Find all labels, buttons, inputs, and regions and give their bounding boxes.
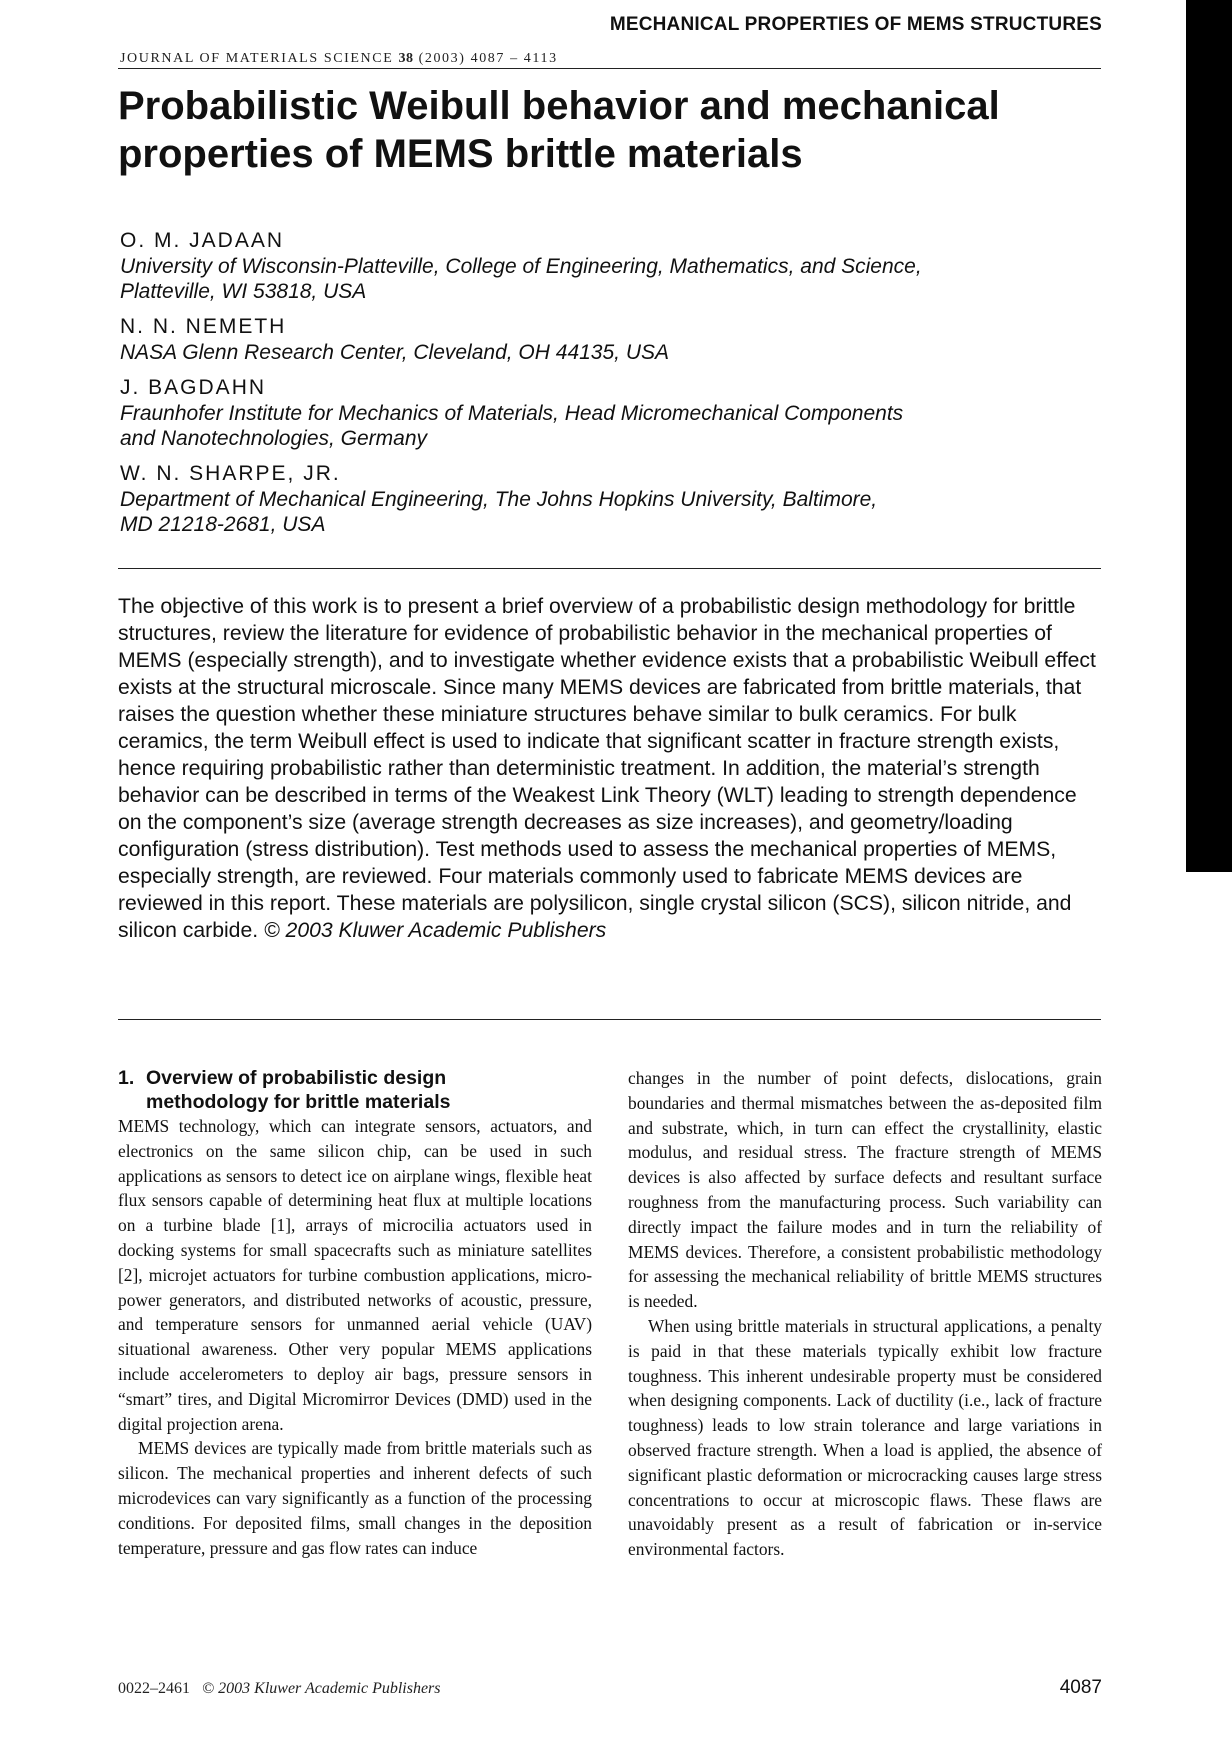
journal-year-pages: (2003) 4087 – 4113	[418, 51, 558, 66]
author-affiliation: Platteville, WI 53818, USA	[120, 280, 367, 303]
journal-name: JOURNAL OF MATERIALS SCIENCE	[120, 51, 394, 66]
author-block	[120, 228, 1080, 304]
running-section-header: MECHANICAL PROPERTIES OF MEMS STRUCTURES	[609, 14, 1102, 35]
section-number: 1.	[118, 1067, 135, 1089]
author-affiliation: University of Wisconsin-Platteville, College of Engineering, Mathematics, and Science,	[120, 255, 922, 278]
title-line-2: properties of MEMS brittle materials	[118, 132, 803, 176]
abstract	[118, 593, 1103, 944]
author-list	[120, 228, 1080, 547]
body-paragraph: When using brittle materials in structural applications, a penalty is paid in that these materials typically exhibit low fracture toughness. This inherent undesirable property must be considered when designing components. Lack of ductility (i.e., lack of fracture toughness) leads to low strain tolerance and large variations in observed fracture strength. When a load is applied, the absence of significant plastic deformation or microcracking causes large stress concentrations to occur at microscopic flaws. These flaws are unavoidably present as a result of fabrication or in-service environmental factors.	[628, 1315, 1102, 1560]
right-column	[628, 1066, 1102, 1562]
page-number: 4087	[1059, 1677, 1102, 1698]
author-affiliation: Fraunhofer Institute for Mechanics of Materials, Head Micromechanical Components	[120, 402, 904, 425]
abstract-bottom-rule	[118, 1019, 1101, 1020]
section-title-line-2: methodology for brittle materials	[146, 1091, 451, 1113]
abstract-copyright: © 2003 Kluwer Academic Publishers	[264, 919, 607, 942]
thumb-index-tab	[1186, 0, 1232, 872]
author-block	[120, 375, 1080, 451]
author-affiliation: and Nanotechnologies, Germany	[120, 427, 428, 450]
body-paragraph: changes in the number of point defects, dislocations, grain boundaries and thermal mismatches between the as-deposited film and substrate, which, in turn can effect the crystallinity, elastic modulus, and residual stress. The fracture strength of MEMS devices is also affected by surface defects and resultant surface roughness from the manufacturing process. Such variability can directly impact the failure modes and in turn the reliability of MEMS devices. Therefore, a consistent probabilistic methodology for assessing the mechanical reliability of brittle MEMS structures is needed.	[628, 1068, 1102, 1312]
journal-citation	[120, 51, 558, 67]
author-block	[120, 461, 1080, 537]
author-affiliation: Department of Mechanical Engineering, The Johns Hopkins University, Baltimore,	[120, 488, 878, 511]
title-line-1: Probabilistic Weibull behavior and mechanical	[118, 84, 1000, 128]
author-name: J. BAGDAHN	[120, 376, 267, 399]
section-title-line-1: Overview of probabilistic design	[146, 1067, 447, 1089]
footer-issn: 0022–2461	[118, 1680, 190, 1697]
left-column	[118, 1066, 592, 1560]
author-name: N. N. NEMETH	[120, 315, 287, 338]
author-affiliation: MD 21218-2681, USA	[120, 513, 326, 536]
section-heading	[118, 1066, 592, 1114]
author-block	[120, 314, 1080, 365]
author-name: W. N. SHARPE, JR.	[120, 462, 341, 485]
abstract-top-rule	[118, 568, 1101, 569]
body-paragraph: MEMS devices are typically made from brittle materials such as silicon. The mechanical properties and inherent defects of such microdevices can vary significantly as a function of the processing conditions. For deposited films, small changes in the deposition temperature, pressure and gas flow rates can induce	[118, 1438, 592, 1558]
abstract-text: The objective of this work is to present a brief overview of a probabilistic design methodology for brittle structures, review the literature for evidence of probabilistic behavior in the mechanical properties of MEMS (especially strength), and to investigate whether evidence exists that a probabilistic Weibull effect exists at the structural microscale. Since many MEMS devices are fabricated from brittle materials, that raises the question whether these miniature structures behave similar to bulk ceramics. For bulk ceramics, the term Weibull effect is used to indicate that significant scatter in fracture strength exists, hence requiring probabilistic rather than deterministic treatment. In addition, the material’s strength behavior can be described in terms of the Weakest Link Theory (WLT) leading to strength dependence on the component’s size (average strength decreases as size increases), and geometry/loading configuration (stress distribution). Test methods used to assess the mechanical properties of MEMS, especially strength, are reviewed. Four materials commonly used to fabricate MEMS devices are reviewed in this report. These materials are polysilicon, single crystal silicon (SCS), silicon nitride, and silicon carbide.	[118, 595, 1096, 942]
author-name: O. M. JADAAN	[120, 229, 285, 252]
paper-title	[118, 82, 1078, 178]
author-affiliation: NASA Glenn Research Center, Cleveland, OH 44135, USA	[120, 341, 670, 364]
footer-citation	[118, 1680, 441, 1698]
body-paragraph: MEMS technology, which can integrate sensors, actuators, and electronics on the same silicon chip, can be used in such applications as sensors to detect ice on airplane wings, flexible heat flux sensors capable of determining heat flux at multiple locations on a turbine blade [1], arrays of microcilia actuators used in docking systems for small spacecrafts such as miniature satellites [2], microjet actuators for turbine combustion applications, micro-power generators, and distributed networks of acoustic, pressure, and temperature sensors for unmanned aerial vehicle (UAV) situational awareness. Other very popular MEMS applications include accelerometers to deploy air bags, pressure sensors in “smart” tires, and Digital Micromirror Devices (DMD) used in the digital projection arena.	[118, 1116, 592, 1434]
footer-publisher: © 2003 Kluwer Academic Publishers	[202, 1680, 441, 1697]
header-rule	[118, 68, 1101, 69]
journal-volume: 38	[398, 51, 414, 66]
